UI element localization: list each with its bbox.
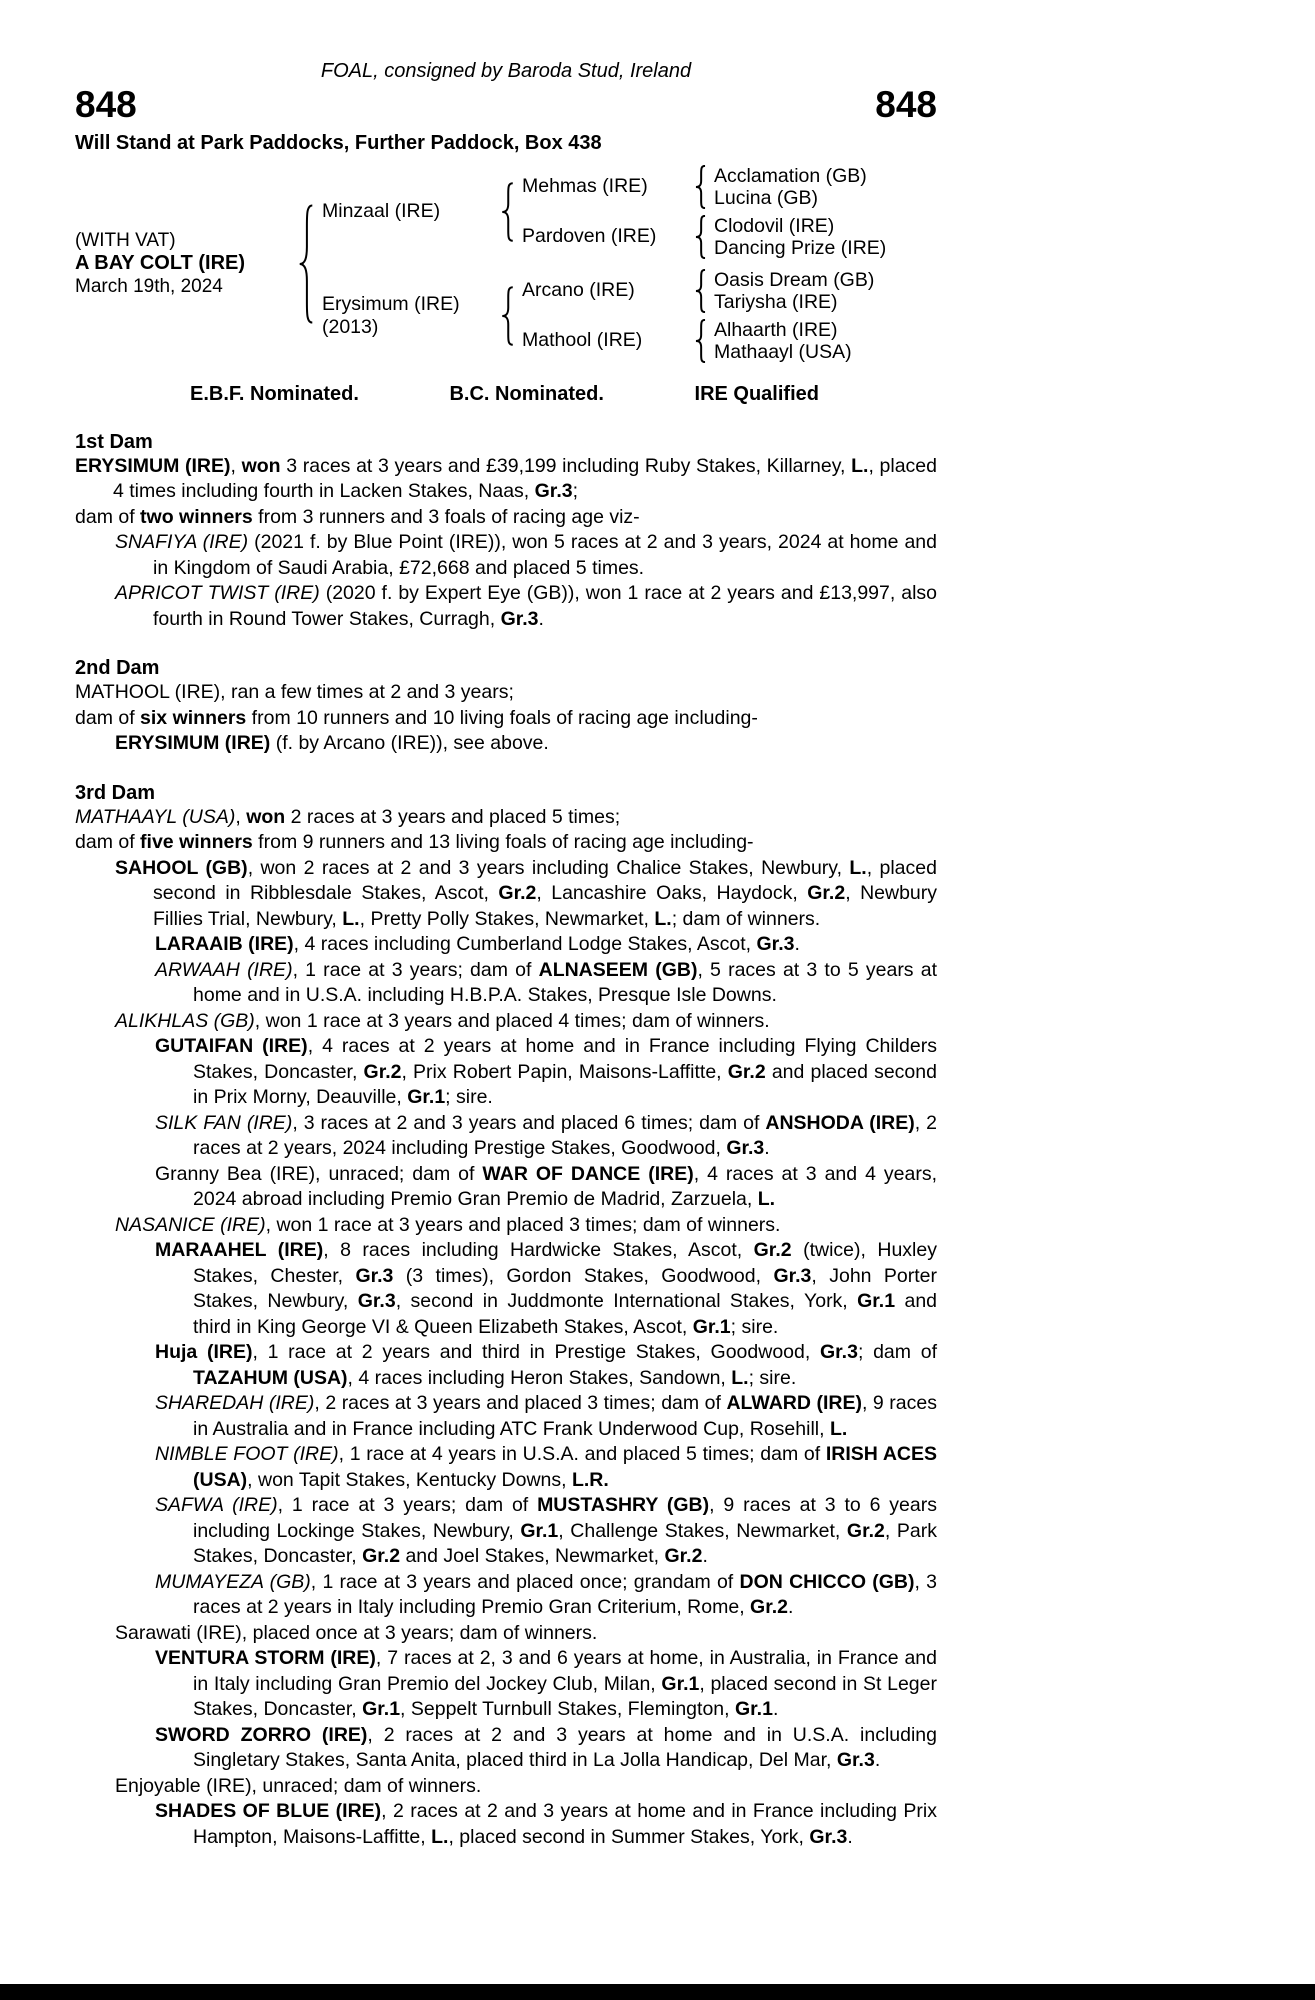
pedigree-paragraph	[75, 1442, 937, 1493]
pedigree-paragraph	[75, 1111, 937, 1162]
text-run: ;	[572, 480, 579, 503]
text-run: TAZAHUM (USA)	[193, 1366, 348, 1389]
brace-icon	[694, 269, 707, 313]
text-run: ANSHODA (IRE)	[765, 1111, 915, 1134]
dam-sire-group	[522, 269, 874, 313]
text-run: , Lancashire Oaks, Haydock,	[536, 882, 808, 905]
text-run: , 4 races including Cumberland Lodge Stakes, Ascot,	[293, 933, 757, 956]
text-run: Huja (IRE)	[155, 1341, 253, 1364]
dam-sections	[75, 431, 937, 1851]
pedigree-table	[75, 165, 937, 363]
text-run: L.	[342, 907, 360, 930]
pedigree-paragraph	[75, 706, 937, 732]
brace-icon	[694, 319, 707, 363]
text-run: Gr.2	[807, 882, 846, 905]
text-run: .	[874, 1749, 881, 1772]
text-run: NIMBLE FOOT (IRE)	[155, 1443, 339, 1466]
text-run: SAFWA (IRE)	[155, 1494, 278, 1517]
text-run: , won 2 races at 2 and 3 years including Chalice Stakes, Newbury,	[247, 856, 850, 879]
lot-number-right: 848	[875, 84, 937, 125]
text-run: from 3 runners and 3 foals of racing age viz-	[252, 505, 640, 528]
text-run: and third in King George VI & Queen Elizabeth Stakes, Ascot,	[193, 1290, 938, 1338]
dam-name-block	[322, 293, 500, 339]
text-run: , 2 races at 2 and 3 years at home and in France including Prix Hampton, Maisons-Laffitte,	[193, 1800, 937, 1848]
pedigree-paragraph	[75, 856, 937, 933]
text-run: Gr.2	[727, 1060, 766, 1083]
sire-branch	[322, 165, 886, 259]
ancestor-name: Oasis Dream (GB)	[714, 268, 875, 291]
dam-sire-name: Arcano (IRE)	[522, 279, 635, 302]
text-run: .	[538, 607, 544, 630]
bc-nominated-label: B.C. Nominated.	[449, 382, 604, 405]
ancestor-name: Mathaayl (USA)	[714, 340, 852, 363]
text-run: , Newbury Fillies Trial, Newbury,	[153, 882, 938, 930]
sire-dam-name: Pardoven (IRE)	[522, 225, 657, 248]
text-run: , placed second in Summer Stakes, York,	[448, 1825, 810, 1848]
text-run: won	[246, 805, 286, 828]
text-run: six winners	[140, 706, 247, 729]
text-run: , 1 race at 3 years; dam of	[277, 1494, 538, 1517]
text-run: Gr.1	[692, 1315, 731, 1338]
pedigree-paragraph	[75, 1238, 937, 1340]
text-run: Gr.2	[753, 1239, 792, 1262]
text-run: L.	[851, 454, 869, 477]
pedigree-paragraph	[75, 1009, 937, 1035]
text-run: (f. by Arcano (IRE)), see above.	[270, 732, 549, 755]
text-run: IRISH ACES (USA)	[193, 1443, 937, 1491]
text-run: , 1 race at 2 years and third in Prestige Stakes, Goodwood,	[252, 1341, 820, 1364]
pedigree-paragraph	[75, 805, 937, 831]
text-run: SHAREDAH (IRE)	[155, 1392, 315, 1415]
pedigree-paragraph	[75, 530, 937, 581]
text-run: from 10 runners and 10 living foals of racing age including-	[246, 706, 758, 729]
text-run: , 3 races at 2 years in Italy including Premio Gran Criterium, Rome,	[193, 1570, 938, 1619]
text-run: SNAFIYA (IRE)	[115, 531, 249, 554]
subject-block	[75, 229, 297, 298]
text-run: ALWARD (IRE)	[726, 1392, 862, 1415]
vat-note: (WITH VAT)	[75, 230, 176, 252]
text-run: Gr.2	[498, 882, 537, 905]
sire-dam-parents	[714, 215, 886, 259]
text-run: , placed second in Ribblesdale Stakes, Ascot,	[153, 856, 937, 905]
text-run: , 8 races including Hardwicke Stakes, Ascot,	[323, 1239, 754, 1262]
text-run: 3 races at 3 years and £39,199 including Ruby Stakes, Killarney,	[280, 454, 852, 477]
text-run: ; sire.	[730, 1315, 779, 1338]
text-run: .	[702, 1545, 708, 1568]
text-run: , Prix Robert Papin, Maisons-Laffitte,	[401, 1060, 728, 1083]
page-bottom-bar	[0, 1984, 1315, 2000]
text-run: Gr.2	[846, 1519, 885, 1542]
dam-branch	[322, 269, 886, 363]
text-run: Gr.3	[534, 480, 573, 503]
pedigree-paragraph	[75, 1034, 937, 1111]
text-run: MATHAAYL (USA)	[75, 805, 236, 828]
text-run: , 2 races at 2 and 3 years at home and in U.S.A. including Singletary Stakes, Santa Anita, placed third in La Jolla Handicap, Del Mar,	[193, 1723, 937, 1772]
text-run: , Pretty Polly Stakes, Newmarket,	[359, 907, 655, 930]
text-run: APRICOT TWIST (IRE)	[115, 582, 320, 605]
text-run: ; sire.	[748, 1366, 797, 1389]
pedigree-paragraph	[75, 731, 937, 757]
text-run: DON CHICCO (GB)	[739, 1570, 915, 1593]
sire-sire-group	[522, 165, 886, 209]
nominations-row	[75, 383, 937, 406]
text-run: L.R.	[571, 1468, 609, 1491]
brace-icon	[694, 165, 707, 209]
text-run: L.	[731, 1366, 749, 1389]
pedigree-paragraph	[75, 1774, 937, 1800]
text-run: ; dam of winners.	[671, 907, 821, 930]
text-run: .	[788, 1596, 794, 1619]
pedigree-paragraph	[75, 1213, 937, 1239]
pedigree-paragraph	[75, 505, 937, 531]
text-run: L.	[829, 1417, 848, 1440]
text-run: , Challenge Stakes, Newmarket,	[558, 1519, 847, 1542]
text-run: Gr.2	[750, 1596, 788, 1619]
stand-location-line: Will Stand at Park Paddocks, Further Paddock, Box 438	[75, 131, 602, 154]
text-run: LARAAIB (IRE)	[155, 933, 294, 956]
text-run: , Seppelt Turnbull Stakes, Flemington,	[400, 1698, 735, 1721]
text-run: ARWAAH (IRE)	[155, 958, 293, 981]
text-run: , 7 races at 2, 3 and 6 years at home, in Australia, in France and in Italy including Gran Premio del Jockey Club, Milan,	[193, 1647, 937, 1695]
text-run: two winners	[140, 505, 253, 528]
text-run: ALIKHLAS (GB)	[115, 1009, 255, 1032]
text-run: , 1 race at 3 years; dam of	[292, 958, 539, 981]
text-run: , 2 races at 2 years, 2024 including Prestige Stakes, Goodwood,	[193, 1111, 937, 1160]
brace-icon	[500, 286, 515, 346]
text-run: ,	[230, 454, 242, 477]
pedigree-paragraph	[75, 581, 937, 632]
pedigree-paragraph	[75, 1162, 937, 1213]
dam-dam-parents	[714, 319, 852, 363]
text-run: SHADES OF BLUE (IRE)	[155, 1800, 382, 1823]
pedigree-paragraph	[75, 454, 937, 505]
text-run: MATHOOL (IRE), ran a few times at 2 and 3 years;	[75, 681, 514, 704]
pedigree-paragraph	[75, 1340, 937, 1391]
text-run: Gr.3	[756, 933, 795, 956]
text-run: .	[794, 933, 800, 956]
text-run: five winners	[140, 831, 253, 854]
sire-name: Minzaal (IRE)	[322, 200, 441, 223]
text-run: ; sire.	[445, 1086, 493, 1109]
text-run: MUMAYEZA (GB)	[155, 1570, 311, 1593]
text-run: MUSTASHRY (GB)	[537, 1494, 710, 1517]
text-run: , 1 race at 3 years and placed once; grandam of	[310, 1570, 740, 1593]
section-heading: 3rd Dam	[75, 781, 156, 804]
text-run: L.	[849, 856, 867, 879]
dam-sire-parents	[714, 269, 874, 313]
text-run: Granny Bea (IRE), unraced; dam of	[155, 1162, 483, 1185]
text-run: Gr.2	[664, 1545, 703, 1568]
text-run: (2020 f. by Expert Eye (GB)), won 1 race at 2 years and £13,997, also fourth in Round Tower Stakes, Curragh,	[153, 582, 938, 630]
text-run: , 4 races including Heron Stakes, Sandown,	[347, 1366, 732, 1389]
text-run: Gr.3	[357, 1290, 396, 1313]
lot-number-left: 848	[75, 84, 137, 125]
text-run: Gr.3	[726, 1137, 765, 1160]
text-run: ERYSIMUM (IRE)	[75, 454, 231, 477]
sire-parents	[522, 165, 886, 259]
dam-name: Erysimum (IRE)	[322, 292, 460, 315]
text-run: and Joel Stakes, Newmarket,	[400, 1545, 665, 1568]
ancestor-name: Acclamation (GB)	[714, 164, 867, 187]
text-run: dam of	[75, 505, 141, 528]
text-run: Gr.1	[857, 1290, 896, 1313]
ancestor-name: Lucina (GB)	[714, 186, 819, 209]
text-run: .	[772, 1698, 779, 1721]
text-run: , won Tapit Stakes, Kentucky Downs,	[247, 1468, 572, 1491]
text-run: 2 races at 3 years and placed 5 times;	[285, 805, 621, 828]
text-run: ,	[235, 805, 247, 828]
text-run: , won 1 race at 3 years and placed 4 times; dam of winners.	[254, 1009, 770, 1032]
text-run: , 2 races at 3 years and placed 3 times; dam of	[314, 1392, 727, 1415]
text-run: (3 times), Gordon Stakes, Goodwood,	[393, 1264, 774, 1287]
text-run: , 1 race at 4 years in U.S.A. and placed 5 times; dam of	[338, 1443, 826, 1466]
text-run: Gr.1	[520, 1519, 559, 1542]
sire-sire-name: Mehmas (IRE)	[522, 175, 648, 198]
page-content	[75, 0, 937, 1850]
text-run: Gr.1	[362, 1698, 401, 1721]
text-run: Gr.3	[820, 1341, 858, 1364]
brace-icon	[694, 215, 707, 259]
text-run: Gr.2	[362, 1545, 401, 1568]
text-run: VENTURA STORM (IRE)	[155, 1647, 376, 1670]
pedigree-generation-2	[322, 165, 886, 363]
text-run: NASANICE (IRE)	[115, 1213, 266, 1236]
brace-icon	[297, 203, 315, 325]
pedigree-paragraph	[75, 1646, 937, 1723]
ebf-nominated-label: E.B.F. Nominated.	[190, 382, 359, 405]
ancestor-name: Tariysha (IRE)	[714, 290, 838, 313]
pedigree-paragraph	[75, 1493, 937, 1570]
text-run: ERYSIMUM (IRE)	[115, 732, 271, 755]
pedigree-paragraph	[75, 1799, 937, 1850]
text-run: WAR OF DANCE (IRE)	[482, 1162, 694, 1185]
text-run: Sarawati (IRE), placed once at 3 years; dam of winners.	[115, 1621, 598, 1644]
consignment-line: FOAL, consigned by Baroda Stud, Ireland	[320, 60, 692, 82]
text-run: dam of	[75, 706, 141, 729]
text-run: , 3 races at 2 and 3 years and placed 6 times; dam of	[292, 1111, 766, 1134]
pedigree-paragraph	[75, 830, 937, 856]
lot-number-row	[75, 85, 937, 126]
text-run: .	[764, 1137, 770, 1160]
text-run: SWORD ZORRO (IRE)	[155, 1723, 368, 1746]
text-run: , won 1 race at 3 years and placed 3 times; dam of winners.	[265, 1213, 781, 1236]
pedigree-paragraph	[75, 680, 937, 706]
text-run: L.	[757, 1188, 776, 1211]
text-run: L.	[654, 907, 672, 930]
text-run: , Park Stakes, Doncaster,	[193, 1519, 937, 1568]
text-run: ALNASEEM (GB)	[538, 958, 698, 981]
text-run: , 5 races at 3 to 5 years at home and in U.S.A. including H.B.P.A. Stakes, Presque Isle Downs.	[193, 958, 938, 1007]
ancestor-name: Alhaarth (IRE)	[714, 318, 838, 341]
text-run: (2021 f. by Blue Point (IRE)), won 5 races at 2 and 3 years, 2024 at home and in Kingdom of Saudi Arabia, £72,668 and placed 5 times.	[153, 531, 937, 579]
dam-parents	[522, 269, 874, 363]
text-run: Gr.3	[773, 1264, 812, 1287]
text-run: .	[847, 1825, 853, 1848]
pedigree-paragraph	[75, 932, 937, 958]
text-run: , 4 races at 3 and 4 years, 2024 abroad including Premio Gran Premio de Madrid, Zarzuela,	[193, 1162, 937, 1211]
sire-sire-parents	[714, 165, 867, 209]
text-run: L.	[431, 1825, 449, 1848]
text-run: won	[241, 454, 281, 477]
text-run: Enjoyable (IRE), unraced; dam of winners.	[115, 1774, 482, 1797]
text-run: Gr.3	[809, 1825, 848, 1848]
text-run: and placed second in Prix Morny, Deauville,	[193, 1060, 937, 1109]
text-run: GUTAIFAN (IRE)	[155, 1035, 308, 1058]
text-run: , 9 races in Australia and in France including ATC Frank Underwood Cup, Rosehill,	[193, 1392, 937, 1440]
text-run: , placed second in St Leger Stakes, Doncaster,	[193, 1672, 937, 1721]
text-run: Gr.1	[661, 1672, 700, 1695]
text-run: Gr.3	[500, 607, 539, 630]
brace-icon	[500, 182, 515, 242]
ire-qualified-label: IRE Qualified	[694, 382, 819, 405]
text-run: , 9 races at 3 to 6 years including Lockinge Stakes, Newbury,	[193, 1494, 937, 1542]
text-run: from 9 runners and 13 living foals of racing age including-	[252, 831, 754, 854]
section-heading: 1st Dam	[75, 430, 153, 453]
text-run: Gr.2	[363, 1060, 402, 1083]
text-run: , placed 4 times including fourth in Lacken Stakes, Naas,	[113, 454, 937, 503]
dam-year: (2013)	[322, 315, 379, 338]
subject-description: A BAY COLT (IRE)	[75, 252, 246, 275]
pedigree-paragraph	[75, 1621, 937, 1647]
text-run: , second in Juddmonte International Stakes, York,	[395, 1290, 858, 1313]
text-run: ; dam of	[857, 1341, 937, 1364]
ancestor-name: Clodovil (IRE)	[714, 214, 835, 237]
sire-dam-group	[522, 215, 886, 259]
text-run: Gr.3	[355, 1264, 394, 1287]
pedigree-paragraph	[75, 1391, 937, 1442]
dam-dam-group	[522, 319, 874, 363]
pedigree-paragraph	[75, 1570, 937, 1621]
section-heading: 2nd Dam	[75, 657, 160, 680]
text-run: , John Porter Stakes, Newbury,	[193, 1264, 938, 1313]
subject-foaling-date: March 19th, 2024	[75, 276, 223, 298]
text-run: dam of	[75, 831, 141, 854]
pedigree-paragraph	[75, 1723, 937, 1774]
text-run: SAHOOL (GB)	[115, 856, 248, 879]
text-run: , 4 races at 2 years at home and in France including Flying Childers Stakes, Doncaster,	[193, 1035, 937, 1083]
pedigree-paragraph	[75, 958, 937, 1009]
ancestor-name: Dancing Prize (IRE)	[714, 236, 887, 259]
text-run: MARAAHEL (IRE)	[155, 1239, 324, 1262]
text-run: Gr.1	[407, 1086, 446, 1109]
dam-dam-name: Mathool (IRE)	[522, 329, 643, 352]
text-run: (twice), Huxley Stakes, Chester,	[193, 1239, 937, 1287]
text-run: SILK FAN (IRE)	[155, 1111, 293, 1134]
text-run: Gr.3	[836, 1749, 875, 1772]
text-run: Gr.1	[734, 1698, 773, 1721]
